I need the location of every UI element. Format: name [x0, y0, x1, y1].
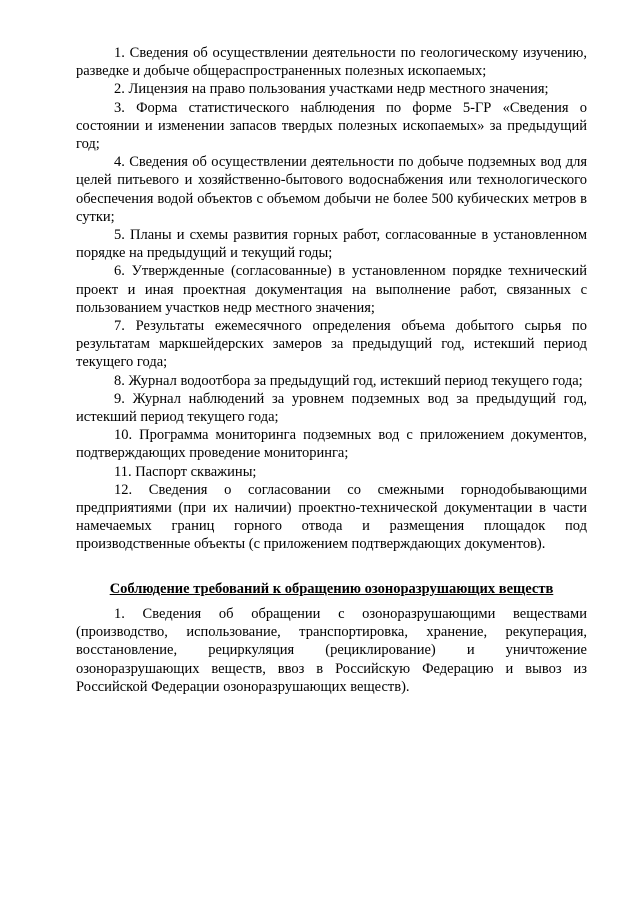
ozone-section: [76, 580, 587, 696]
list-item: 1. Сведения об обращении с озоноразрушающими веществами (производство, использование, транспортировка, хранение, рекуперация, восстановление, рециркуляция (рециклирование) и уничтожение озоноразрушающих веществ, ввоз в Российскую Федерацию и вывоз из Российской Федерации озоноразрушающих веществ).: [76, 605, 587, 695]
list-item: 8. Журнал водоотбора за предыдущий год, истекший период текущего года;: [114, 372, 583, 389]
document-page: [76, 44, 587, 696]
list-item: 12. Сведения о согласовании со смежными горнодобывающими предприятиями (при их наличии) проектно-технической документации в части намечаемых границ горного отвода и размещения площадок под производственные объекты (с приложением подтверждающих документов).: [76, 481, 587, 553]
list-item: 4. Сведения об осуществлении деятельности по добыче подземных вод для целей питьевого и хозяйственно-бытового водоснабжения или технологического обеспечения водой объектов с объемом добычи не более 500 кубических метров в сутки;: [76, 154, 587, 225]
list-item: 1. Сведения об осуществлении деятельности по геологическому изучению, разведке и добыче общераспространенных полезных ископаемых;: [76, 45, 587, 80]
requirements-list: [76, 44, 587, 554]
list-item: 10. Программа мониторинга подземных вод с приложением документов, подтверждающих проведение мониторинга;: [76, 427, 587, 462]
list-item: 9. Журнал наблюдений за уровнем подземных вод за предыдущий год, истекший период текущего года;: [76, 390, 587, 426]
list-item: 11. Паспорт скважины;: [114, 463, 257, 480]
list-item: 7. Результаты ежемесячного определения объема добытого сырья по результатам маркшейдерских замеров за предыдущий год, истекший период текущего года;: [76, 318, 587, 371]
list-item: 5. Планы и схемы развития горных работ, согласованные в установленном порядке на предыдущий и текущий годы;: [76, 227, 587, 262]
section-heading: Соблюдение требований к обращению озоноразрушающих веществ: [109, 580, 554, 597]
list-item: 3. Форма статистического наблюдения по форме 5-ГР «Сведения о состоянии и изменении запасов твердых полезных ископаемых» за предыдущий год;: [76, 99, 587, 153]
list-item: 6. Утвержденные (согласованные) в установленном порядке технический проект и иная проектная документация на выполнение работ, связанных с пользованием участков недр местного значения;: [76, 263, 587, 316]
list-item: 2. Лицензия на право пользования участками недр местного значения;: [114, 81, 549, 98]
